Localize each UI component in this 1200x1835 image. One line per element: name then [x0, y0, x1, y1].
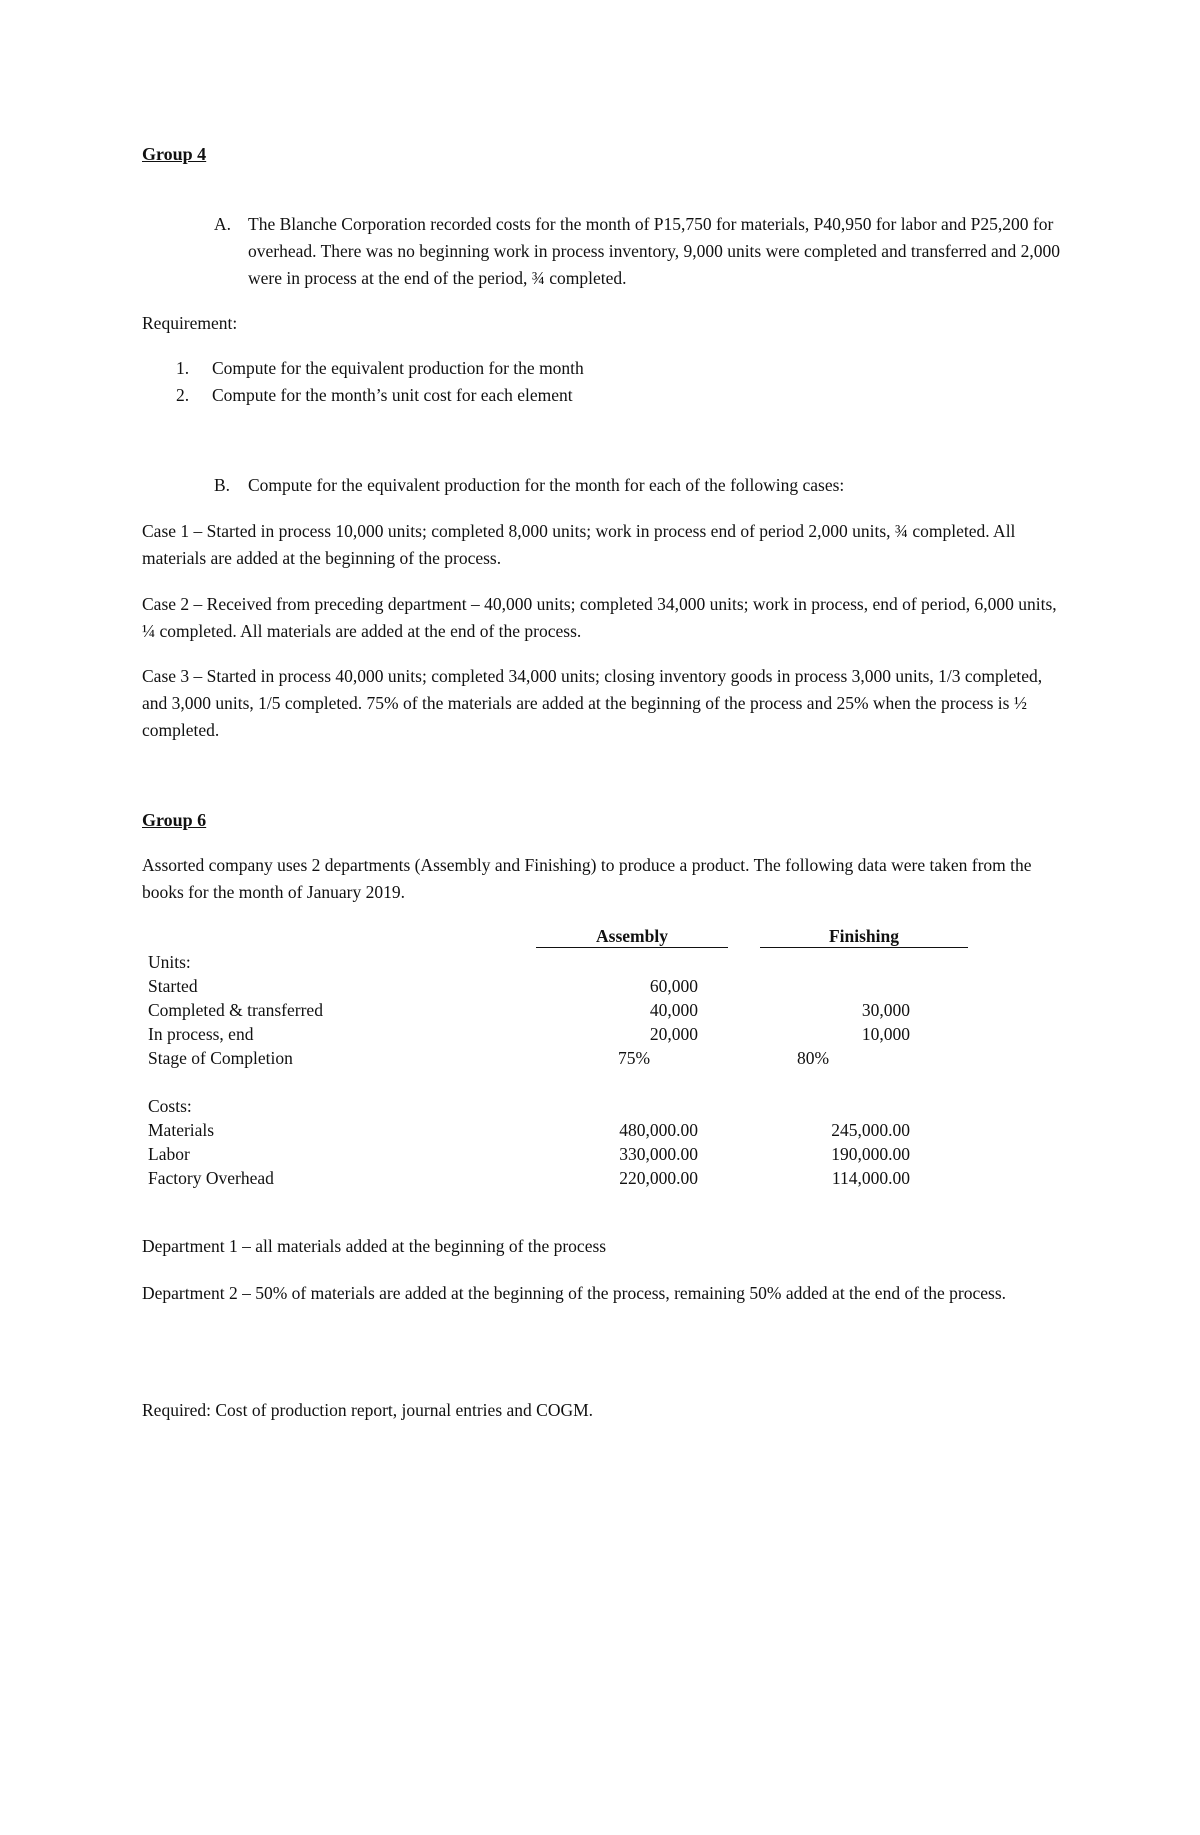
part-a: [214, 211, 1064, 292]
cell-overhead-finishing: 114,000.00: [831, 1168, 910, 1188]
row-label-completed: Completed & transferred: [148, 1000, 323, 1020]
case-paragraph: Case 2 – Received from preceding department – 40,000 units; completed 34,000 units; work in process, end of period, 6,000 units, ¼ completed. All materials are added at the end of the process.: [142, 594, 1057, 641]
requirement-number: 1.: [176, 358, 190, 378]
cell-stage-assembly: 75%: [618, 1048, 651, 1068]
row-label-units: Units:: [148, 952, 191, 972]
row-label-labor: Labor: [148, 1144, 190, 1164]
cell-in-process-finishing: 10,000: [861, 1024, 910, 1044]
row-label-overhead: Factory Overhead: [148, 1168, 274, 1188]
cell-materials-assembly: 480,000.00: [619, 1120, 698, 1140]
cell-labor-finishing: 190,000.00: [831, 1144, 910, 1164]
group4-heading: Group 4: [142, 144, 207, 164]
requirement-item: [176, 382, 976, 409]
requirement-number: 2.: [176, 385, 190, 405]
case-paragraph: Case 3 – Started in process 40,000 units; completed 34,000 units; closing inventory goods in process 3,000 units, 1/3 completed, and 3,000 units, 1/5 completed. 75% of the materials are added at the beginning of the process and 25% when the process is ½ completed.: [142, 666, 1043, 740]
cell-labor-assembly: 330,000.00: [619, 1144, 698, 1164]
department-2-note: Department 2 – 50% of materials are added at the beginning of the process, remaining 50% added at the end of the process.: [142, 1283, 1007, 1303]
part-b-letter: B.: [214, 475, 231, 495]
column-header-finishing: Finishing: [760, 925, 968, 948]
group6-heading: Group 6: [142, 810, 207, 830]
row-label-stage: Stage of Completion: [148, 1048, 293, 1068]
cell-stage-finishing: 80%: [797, 1048, 830, 1068]
part-b: [214, 472, 1064, 499]
requirement-text: Compute for the month’s unit cost for each element: [212, 385, 573, 405]
data-table: [148, 925, 968, 1188]
column-header-assembly: Assembly: [536, 925, 728, 948]
row-label-materials: Materials: [148, 1120, 215, 1140]
requirement-item: [176, 355, 976, 382]
cell-completed-finishing: 30,000: [861, 1000, 910, 1020]
row-label-in-process: In process, end: [148, 1024, 254, 1044]
cell-completed-assembly: 40,000: [649, 1000, 698, 1020]
case-paragraph: Case 1 – Started in process 10,000 units; completed 8,000 units; work in process end of period 2,000 units, ¾ completed. All materials are added at the beginning of the process.: [142, 521, 1016, 568]
cell-overhead-assembly: 220,000.00: [619, 1168, 698, 1188]
row-label-started: Started: [148, 976, 198, 996]
department-1-note: Department 1 – all materials added at the beginning of the process: [142, 1236, 607, 1256]
part-a-text: The Blanche Corporation recorded costs for the month of P15,750 for materials, P40,950 for labor and P25,200 for overhead. There was no beginning work in process inventory, 9,000 units were completed and transferred and 2,000 were in process at the end of the period, ¾ completed.: [248, 214, 1061, 288]
cell-materials-finishing: 245,000.00: [831, 1120, 910, 1140]
cell-started-assembly: 60,000: [649, 976, 698, 996]
cell-in-process-assembly: 20,000: [649, 1024, 698, 1044]
required-note: Required: Cost of production report, journal entries and COGM.: [142, 1400, 594, 1420]
requirement-text: Compute for the equivalent production for the month: [212, 358, 584, 378]
part-b-text: Compute for the equivalent production for the month for each of the following cases:: [248, 475, 845, 495]
group6-intro: Assorted company uses 2 departments (Assembly and Finishing) to produce a product. The following data were taken from the books for the month of January 2019.: [142, 855, 1032, 902]
row-label-costs: Costs:: [148, 1096, 192, 1116]
requirement-label: Requirement:: [142, 313, 238, 333]
part-a-letter: A.: [214, 214, 232, 234]
